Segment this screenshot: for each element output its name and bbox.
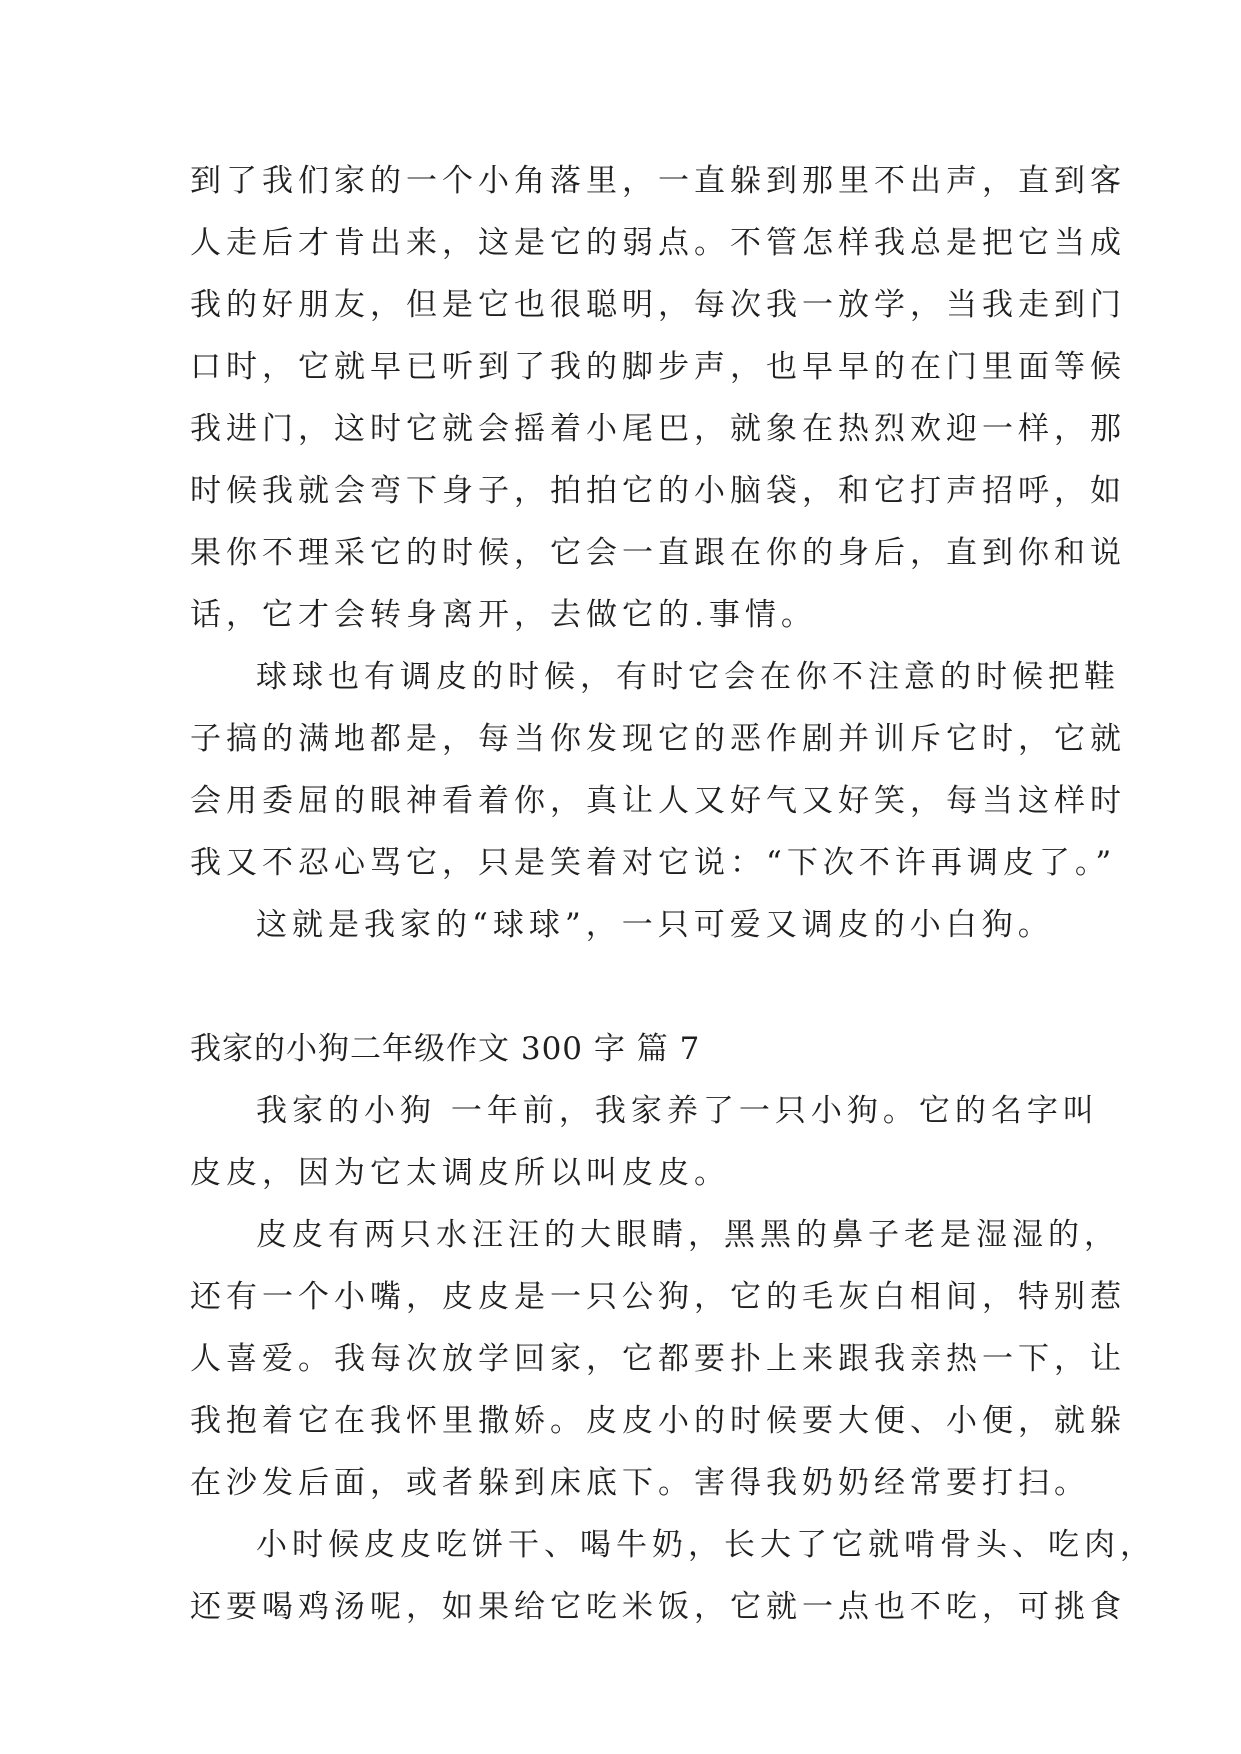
text-line: 人喜爱。我每次放学回家，它都要扑上来跟我亲热一下，让 (190, 1341, 1126, 1377)
paragraph-start-line: 小时候皮皮吃饼干、喝牛奶，长大了它就啃骨头、吃肉， (256, 1527, 1156, 1563)
text-line: 果你不理采它的时候，它会一直跟在你的身后，直到你和说 (190, 535, 1126, 571)
text-line: 我又不忍心骂它，只是笑着对它说：“下次不许再调皮了。” (190, 845, 1117, 881)
text-line: 还要喝鸡汤呢，如果给它吃米饭，它就一点也不吃，可挑食 (190, 1589, 1126, 1625)
text-line: 皮皮，因为它太调皮所以叫皮皮。 (190, 1155, 730, 1191)
text-line: 子搞的满地都是，每当你发现它的恶作剧并训斥它时，它就 (190, 721, 1126, 757)
paragraph-start-line: 球球也有调皮的时候，有时它会在你不注意的时候把鞋 (256, 659, 1120, 695)
text-line: 口时，它就早已听到了我的脚步声，也早早的在门里面等候 (190, 349, 1126, 385)
text-line: 还有一个小嘴，皮皮是一只公狗，它的毛灰白相间，特别惹 (190, 1279, 1126, 1315)
text-line: 到了我们家的一个小角落里，一直躲到那里不出声，直到客 (190, 163, 1126, 199)
document-body (190, 150, 1156, 1638)
text-line: 我的好朋友，但是它也很聪明，每次我一放学，当我走到门 (190, 287, 1126, 323)
paragraph-start-line: 我家的小狗 一年前，我家养了一只小狗。它的名字叫 (256, 1093, 1099, 1129)
text-line: 时候我就会弯下身子，拍拍它的小脑袋，和它打声招呼，如 (190, 473, 1126, 509)
section-heading: 我家的小狗二年级作文 300 字 篇 7 (190, 1031, 701, 1067)
text-line: 在沙发后面，或者躲到床底下。害得我奶奶经常要打扫。 (190, 1465, 1090, 1501)
text-line: 人走后才肯出来，这是它的弱点。不管怎样我总是把它当成 (190, 225, 1126, 261)
text-line: 话，它才会转身离开，去做它的.事情。 (190, 597, 817, 633)
paragraph-start-line: 皮皮有两只水汪汪的大眼睛，黑黑的鼻子老是湿湿的， (256, 1217, 1120, 1253)
blank-line (190, 956, 1060, 1018)
paragraph-start-line: 这就是我家的“球球”，一只可爱又调皮的小白狗。 (256, 907, 1054, 943)
text-line: 我抱着它在我怀里撒娇。皮皮小的时候要大便、小便，就躲 (190, 1403, 1126, 1439)
text-line: 我进门，这时它就会摇着小尾巴，就象在热烈欢迎一样，那 (190, 411, 1126, 447)
text-line: 会用委屈的眼神看着你，真让人又好气又好笑，每当这样时 (190, 783, 1126, 819)
